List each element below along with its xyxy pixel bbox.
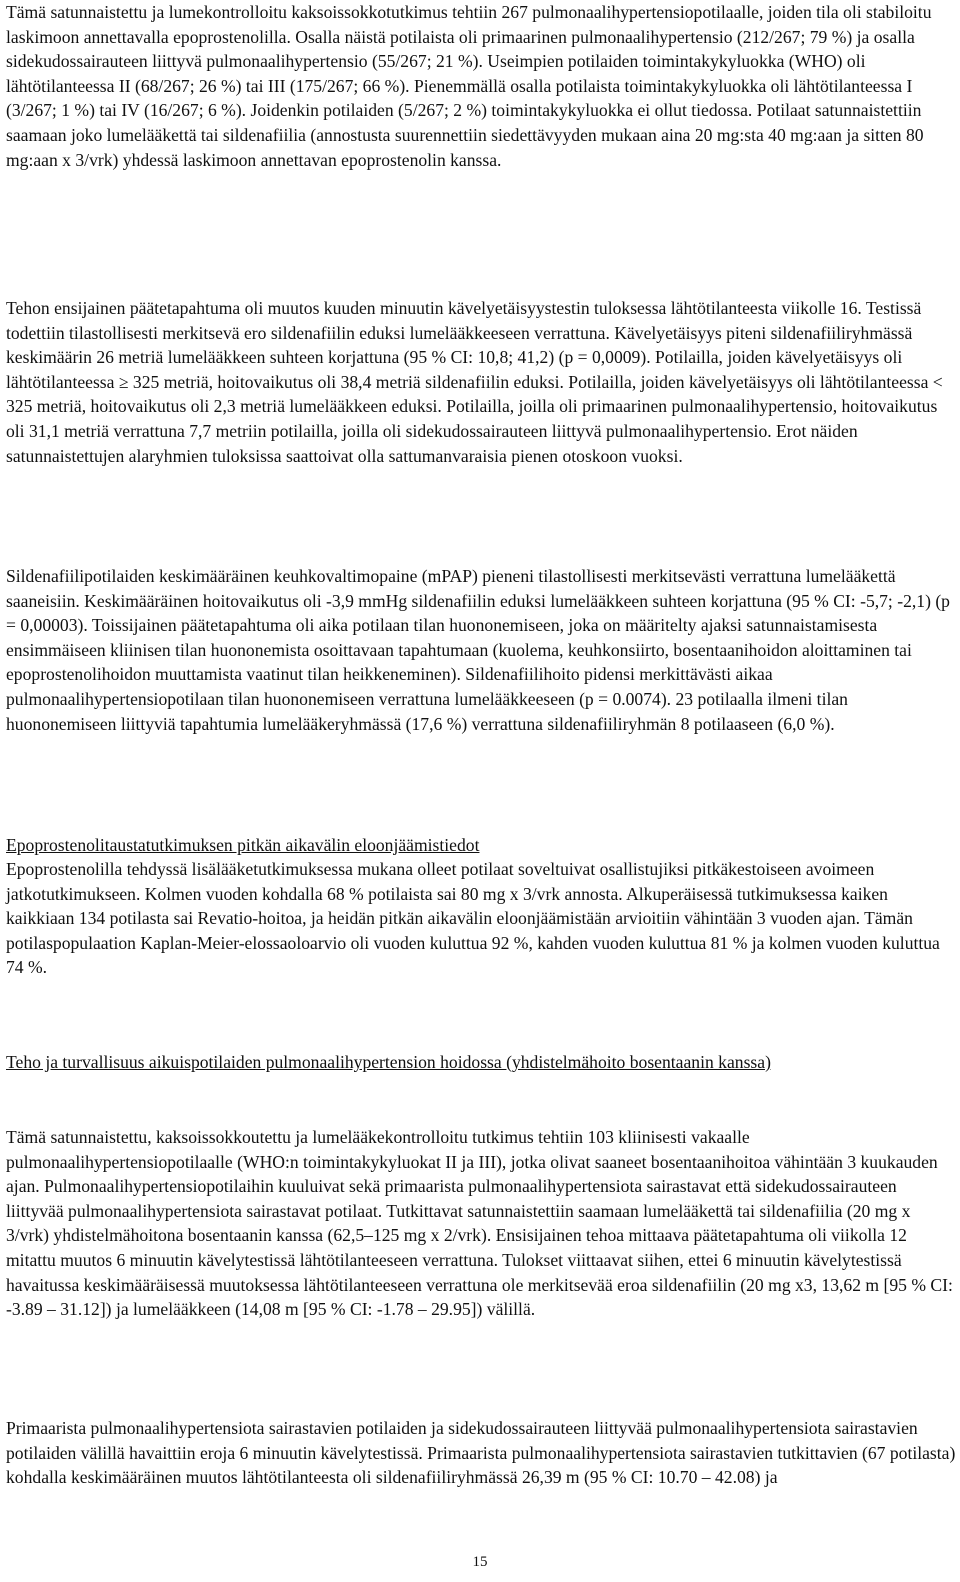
paragraph-bosentan-study: Tämä satunnaistettu, kaksoissokkoutettu ja lumelääkekontrolloitu tutkimus tehtiin 103 kliinisesti vakaalle pulmonaalihypertensiopotilaalle (WHO:n toimintakykyluokat II ja III), jotka olivat saaneet bosentaanihoitoa vähintään 3 kuukauden ajan. Pulmonaalihypertensiopotilaihin kuuluivat sekä primaarista pulmonaalihypertensiota sairastavat että sidekudossairauteen liittyvää pulmonaalihypertensiota sairastavat potilaat. Tutkittavat satunnaistettiin saamaan lumelääkettä tai sildenafiilia (20 mg x 3/vrk) yhdistelmähoitona bosentaanin kanssa (62,5–125 mg x 2/vrk). Ensisijainen tehoa mittaava päätetapahtuma oli viikolla 12 mitattu muutos 6 minuutin kävelytestissä lähtötilanteeseen verrattuna. Tulokset viittaavat siihen, ettei 6 minuutin kävelytestissä havaitussa keskimääräisessä muutoksessa lähtötilanteeseen verrattuna ole merkitsevää eroa sildenafiilin (20 mg x3, 13,62 m [95 % CI: -3.89 – 31.12]) ja lumelääkkeen (14,08 m [95 % CI: -1.78 – 29.95]) välillä. xyxy=(6,1127,953,1320)
heading-long-term-survival: Epoprostenolitaustatutkimuksen pitkän aikavälin eloonjäämistiedot xyxy=(6,835,480,855)
paragraph-study-design: Tämä satunnaistettu ja lumekontrolloitu kaksoissokkotutkimus tehtiin 267 pulmonaalihypertensiopotilaalle, joiden tila oli stabiloitu laskimoon annettavalla epoprostenolilla. Osalla näistä potilaista oli primaarinen pulmonaalihypertensio (212/267; 79 %) ja osalla sidekudossairauteen liittyvä pulmonaalihypertensio (55/267; 21 %). Useimpien potilaiden toimintakykyluokka (WHO) oli lähtötilanteessa II (68/267; 26 %) tai III (175/267; 66 %). Pienemmällä osalla potilaista toimintakykyluokka oli lähtötilanteessa I (3/267; 1 %) tai IV (16/267; 6 %). Joidenkin potilaiden (5/267; 2 %) toimintakykyluokka ei ollut tiedossa. Potilaat satunnaistettiin saamaan joko lumelääkettä tai sildenafiilia (annostusta suurennettiin siedettävyyden mukaan aina 20 mg:sta 40 mg:aan ja sitten 80 mg:aan x 3/vrk) yhdessä laskimoon annettavan epoprostenolin kanssa. xyxy=(6,2,932,170)
paragraph-subgroup-differences: Primaarista pulmonaalihypertensiota sairastavien potilaiden ja sidekudossairauteen liittyvää pulmonaalihypertensiota sairastavien potilaiden välillä havaittiin eroja 6 minuutin kävelytestissä. Primaarista pulmonaalihypertensiota sairastavien tutkittavien (67 potilasta) kohdalla keskimääräinen muutos lähtötilanteesta oli sildenafiiliryhmässä 26,39 m (95 % CI: 10.70 – 42.08) ja xyxy=(6,1418,956,1488)
paragraph-long-term-survival: Epoprostenolilla tehdyssä lisälääketutkimuksessa mukana olleet potilaat soveltuivat osallistujiksi pitkäkestoiseen avoimeen jatkotutkimukseen. Kolmen vuoden kohdalla 68 % potilaista sai 80 mg x 3/vrk annosta. Alkuperäisessä tutkimuksessa kaiken kaikkiaan 134 potilasta sai Revatio-hoitoa, ja heidän pitkän aikavälin eloonjäämistään arvioitiin vähintään 3 vuoden ajan. Tämän potilaspopulaation Kaplan-Meier-elossaoloarvio oli vuoden kuluttua 92 %, kahden vuoden kuluttua 81 % ja kolmen vuoden kuluttua 74 %. xyxy=(6,859,940,978)
paragraph-primary-endpoint: Tehon ensijainen päätetapahtuma oli muutos kuuden minuutin kävelyetäisyystestin tuloksessa lähtötilanteesta viikolle 16. Testissä todettiin tilastollisesti merkitsevä ero sildenafiilin eduksi lumelääkkeeseen verrattuna. Kävelyetäisyys piteni sildenafiiliryhmässä keskimäärin 26 metriä lumelääkkeen suhteen korjattuna (95 % CI: 10,8; 41,2) (p = 0,0009). Potilailla, joiden kävelyetäisyys oli lähtötilanteessa ≥ 325 metriä, hoitovaikutus oli 38,4 metriä sildenafiilin eduksi. Potilailla, joiden kävelyetäisyys oli lähtötilanteessa < 325 metriä, hoitovaikutus oli 2,3 metriä lumelääkkeen eduksi. Potilailla, joilla oli primaarinen pulmonaalihypertensio, hoitovaikutus oli 31,1 metriä verrattuna 7,7 metriin potilailla, joilla oli sidekudossairauteen liittyvä pulmonaalihypertensio. Erot näiden satunnaistettujen alaryhmien tuloksissa saattoivat olla sattumanvaraisia pienen otoskoon vuoksi. xyxy=(6,298,943,466)
heading-bosentan-combination: Teho ja turvallisuus aikuispotilaiden pulmonaalihypertension hoidossa (yhdistelmähoito bosentaanin kanssa) xyxy=(6,1052,771,1072)
page-number: 15 xyxy=(472,1554,488,1570)
paragraph-mpap-secondary-endpoint: Sildenafiilipotilaiden keskimääräinen keuhkovaltimopaine (mPAP) pieneni tilastollisesti merkitsevästi verrattuna lumelääkettä saaneisiin. Keskimääräinen hoitovaikutus oli -3,9 mmHg sildenafiilin eduksi lumelääkkeen suhteen korjattuna (95 % CI: -5,7; -2,1) (p = 0,00003). Toissijainen päätetapahtuma oli aika potilaan tilan huononemiseen, joka on määritelty ajaksi satunnaistamisesta ensimmäiseen kliinisen tilan huononemista osoittavaan tapahtumaan (kuolema, keuhkonsiirto, bosentaanihoidon aloittaminen tai epoprostenolihoidon muuttamista vaatinut tilan heikkeneminen). Sildenafiilihoito pidensi merkittävästi aikaa pulmonaalihypertensiopotilaan tilan huononemiseen verrattuna lumelääkkeeseen (p = 0.0074). 23 potilaalla ilmeni tilan huononemiseen liittyviä tapahtumia lumelääkeryhmässä (17,6 %) verrattuna sildenafiiliryhmän 8 potilaaseen (6,0 %). xyxy=(6,566,950,734)
